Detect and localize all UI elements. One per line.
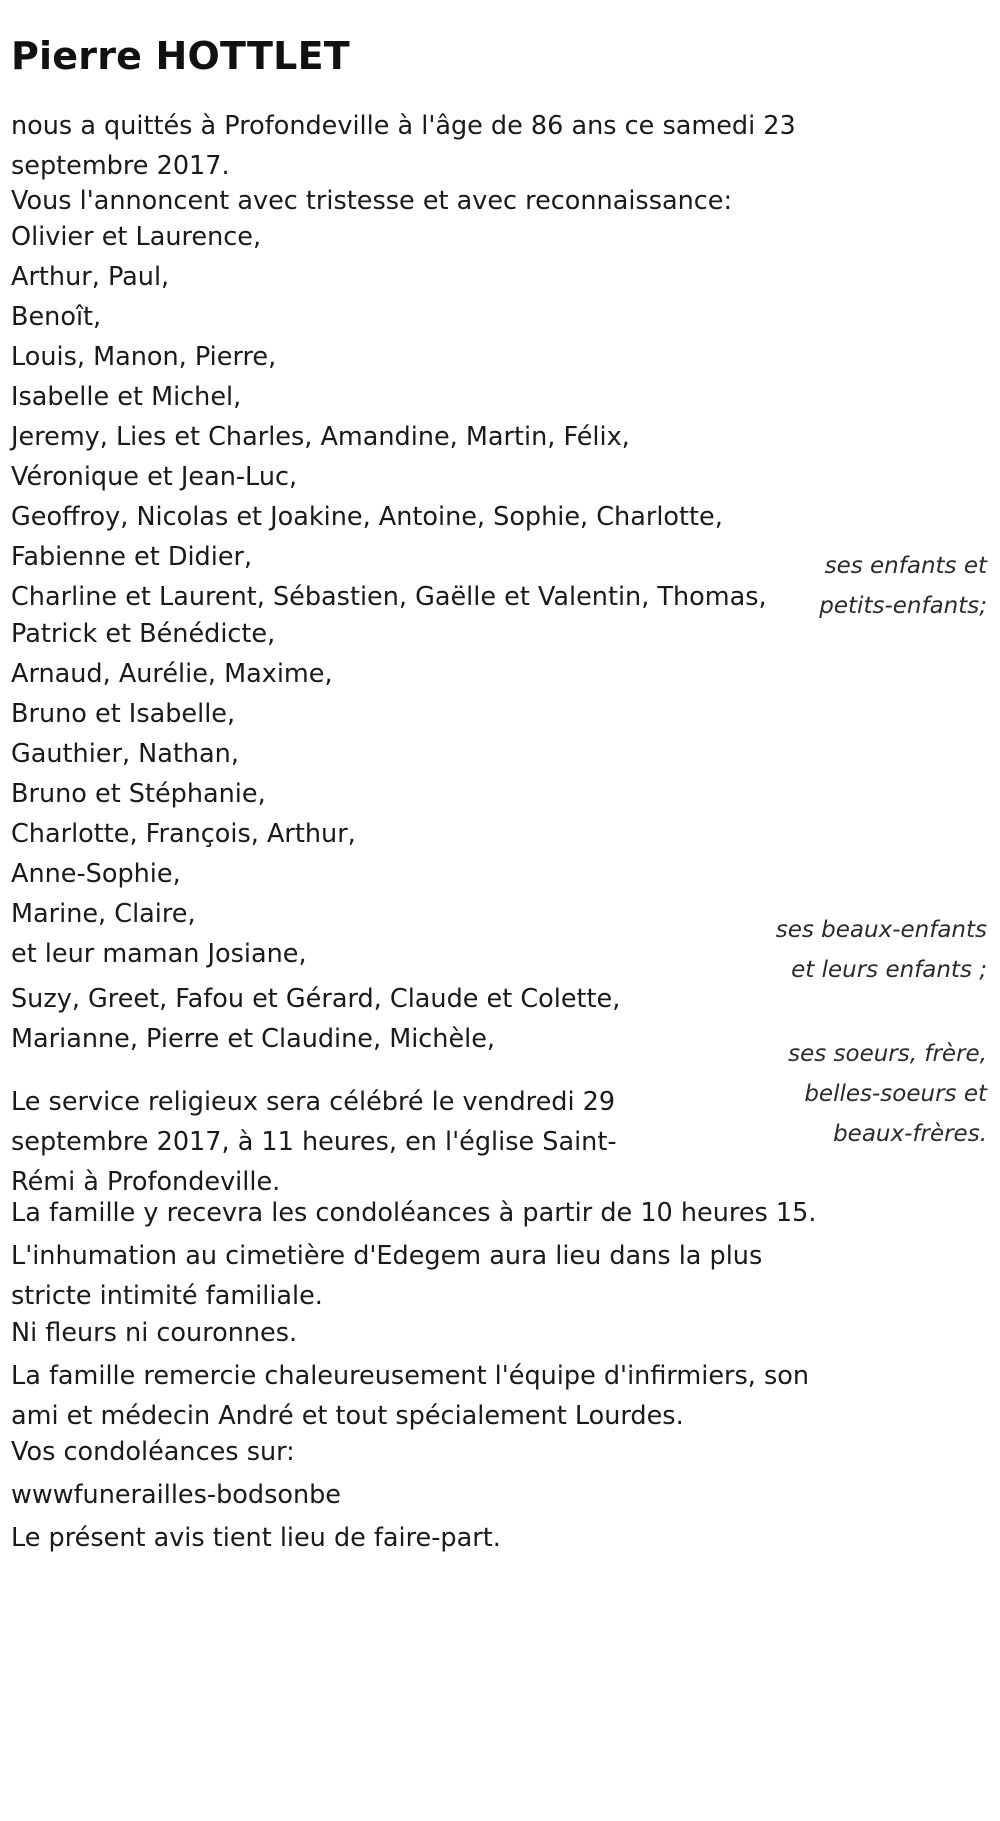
relation-line: belles-soeurs et [804, 1081, 987, 1107]
siblings-list [11, 979, 620, 1059]
thanks-paragraph: La famille remercie chaleureusement l'équipe d'infirmiers, son ami et médecin André et tout spécialement Lourdes. [11, 1361, 810, 1431]
relation-line: ses soeurs, frère, [788, 1041, 987, 1067]
family-line: Charlotte, François, Arthur, [11, 819, 356, 849]
relation-line: et leurs enfants ; [791, 957, 987, 983]
relation-line: petits-enfants; [819, 593, 987, 619]
family-line: Benoît, [11, 302, 102, 332]
family-line: Jeremy, Lies et Charles, Amandine, Martin, Félix, [11, 422, 630, 452]
relation-siblings [747, 1034, 987, 1154]
notice-paragraph: Le présent avis tient lieu de faire-part. [11, 1523, 501, 1553]
family-line: Suzy, Greet, Fafou et Gérard, Claude et Colette, [11, 984, 621, 1014]
family-line: Geoffroy, Nicolas et Joakine, Antoine, Sophie, Charlotte, [11, 502, 723, 532]
family-line: Patrick et Bénédicte, [11, 619, 276, 649]
condolences-label: Vos condoléances sur: [11, 1437, 295, 1467]
family-line: Bruno et Stéphanie, [11, 779, 266, 809]
relation-stepchildren [747, 910, 987, 990]
family-line: et leur maman Josiane, [11, 939, 307, 969]
condolences-time-paragraph: La famille y recevra les condoléances à partir de 10 heures 15. [11, 1198, 817, 1228]
stepchildren-list [11, 614, 356, 974]
relation-children [747, 546, 987, 626]
family-line: Isabelle et Michel, [11, 382, 242, 412]
burial-paragraph: L'inhumation au cimetière d'Edegem aura lieu dans la plus stricte intimité familiale. [11, 1241, 763, 1311]
family-line: Gauthier, Nathan, [11, 739, 239, 769]
children-grandchildren-list [11, 217, 767, 617]
deceased-name: Pierre HOTTLET [11, 34, 350, 78]
intro-paragraph: nous a quittés à Profondeville à l'âge de 86 ans ce samedi 23 septembre 2017. [11, 111, 796, 181]
family-line: Arnaud, Aurélie, Maxime, [11, 659, 333, 689]
family-line: Véronique et Jean-Luc, [11, 462, 298, 492]
relation-line: ses enfants et [824, 553, 987, 579]
family-line: Marine, Claire, [11, 899, 196, 929]
family-line: Fabienne et Didier, [11, 542, 253, 572]
family-line: Arthur, Paul, [11, 262, 170, 292]
family-line: Louis, Manon, Pierre, [11, 342, 277, 372]
flowers-paragraph: Ni fleurs ni couronnes. [11, 1318, 298, 1348]
service-paragraph: Le service religieux sera célébré le vendredi 29 septembre 2017, à 11 heures, en l'église Saint-Rémi à Profondeville. [11, 1087, 617, 1197]
announce-line: Vous l'annoncent avec tristesse et avec reconnaissance: [11, 186, 733, 216]
website-link[interactable]: wwwfunerailles-bodsonbe [11, 1480, 341, 1510]
family-line: Bruno et Isabelle, [11, 699, 236, 729]
family-line: Marianne, Pierre et Claudine, Michèle, [11, 1024, 496, 1054]
relation-line: beaux-frères. [833, 1121, 987, 1147]
family-line: Anne-Sophie, [11, 859, 181, 889]
relation-line: ses beaux-enfants [775, 917, 987, 943]
family-line: Charline et Laurent, Sébastien, Gaëlle et Valentin, Thomas, [11, 582, 767, 612]
family-line: Olivier et Laurence, [11, 222, 262, 252]
